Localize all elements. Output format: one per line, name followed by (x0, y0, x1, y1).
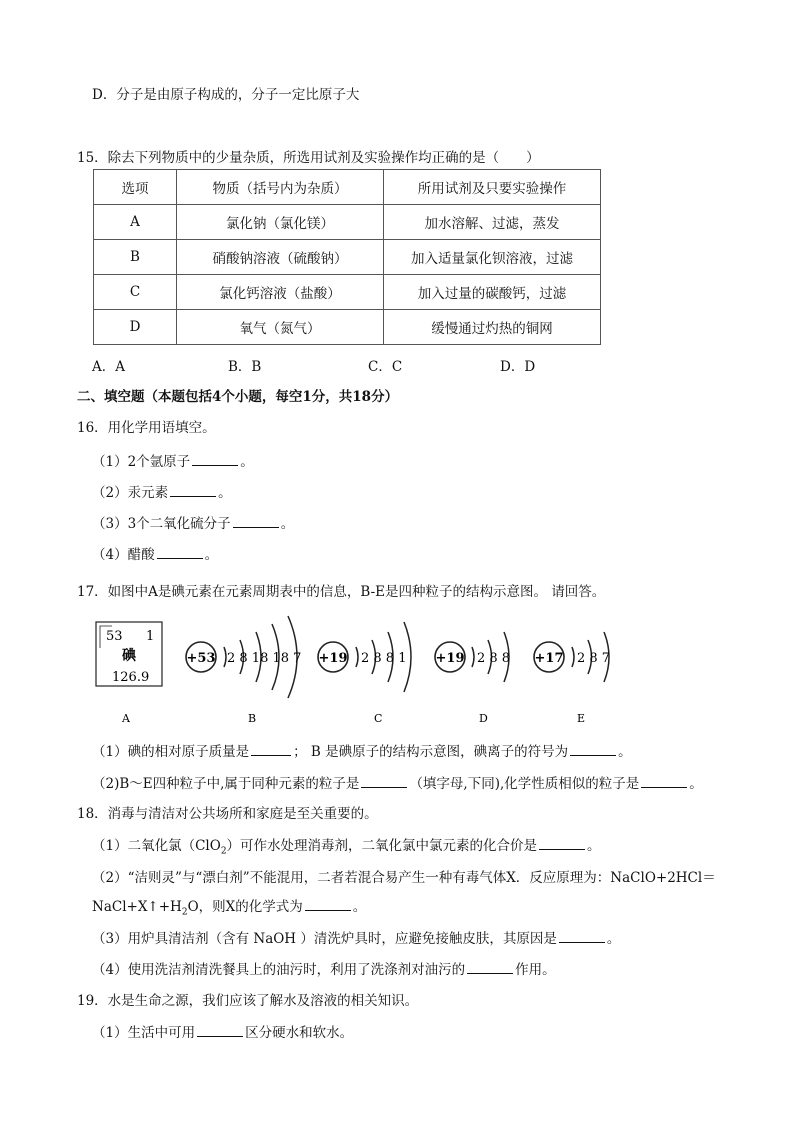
table-cell: D (94, 310, 177, 345)
q18-part2-text-b: O，则X的化学式为 (187, 899, 303, 915)
q17-part1-end: 。 (618, 744, 632, 760)
q18-part2-line2 (92, 895, 366, 918)
q19-part1-end: 区分硬水和软水。 (245, 1025, 354, 1041)
answer-blank[interactable] (467, 961, 513, 974)
q17-part2-text-b: （填字母,下同),化学性质相似的粒子是 (409, 776, 640, 792)
q17-part1-text-b: ； B 是碘原子的结构示意图，碘离子的符号为 (293, 744, 569, 760)
cell-corner-number: 1 (146, 629, 155, 644)
q19-part1-text: （1）生活中可用 (92, 1025, 196, 1041)
answer-blank[interactable] (641, 775, 687, 788)
answer-blank[interactable] (170, 484, 216, 497)
q17-part2-end: 。 (689, 776, 703, 792)
figure-label-d: D (479, 712, 488, 725)
table-cell: 加入过量的碳酸钙，过滤 (384, 275, 601, 310)
q19-part1 (92, 1021, 353, 1041)
q17-stem: 17．如图中A是碘元素在元素周期表中的信息，B-E是四种粒子的结构示意图。 请回答。 (77, 584, 606, 600)
q18-part1 (92, 834, 601, 857)
answer-blank[interactable] (305, 898, 351, 911)
q16-stem: 16．用化学用语填空。 (77, 420, 216, 436)
table-cell: C (94, 275, 177, 310)
q16-item-1 (92, 450, 254, 470)
q16-item-3-text: （3）3个二氧化硫分子 (92, 516, 231, 532)
q18-part1-text-b: ）可作水处理消毒剂，二氧化氯中氯元素的化合价是 (226, 838, 538, 854)
element-name: 碘 (122, 648, 136, 664)
figure-label-a: A (122, 712, 130, 725)
q16-item-4-end: 。 (204, 547, 219, 563)
q18-part4 (92, 958, 556, 978)
q17-part2 (92, 772, 703, 792)
electron-shells: 2 8 18 18 7 (227, 651, 302, 666)
atom-diagram-c (318, 622, 411, 692)
table-header-cell: 所用试剂及只要实验操作 (384, 170, 601, 205)
q16-item-4 (92, 543, 218, 563)
answer-blank[interactable] (570, 743, 616, 756)
q18-part1-text-a: （1）二氧化氯（ClO (92, 838, 221, 854)
q16-item-3-end: 。 (280, 516, 295, 532)
q16-item-2-end: 。 (218, 485, 232, 501)
q18-part4-text: （4）使用洗洁剂清洗餐具上的油污时，利用了洗涤剂对油污的 (92, 962, 466, 978)
q16-item-4-text: （4）醋酸 (92, 547, 155, 563)
table-cell: 硝酸钠溶液（硫酸钠） (177, 240, 384, 275)
atom-diagram-b (186, 616, 301, 698)
nucleus-charge: +19 (318, 651, 348, 666)
table-cell: 氯化钠（氯化镁） (177, 205, 384, 240)
q18-part3-text: （3）用炉具清洁剂（含有 NaOH ）清洗炉具时，应避免接触皮肤，其原因是 (92, 931, 557, 947)
subscript: 2 (220, 846, 227, 857)
q18-part2-line1: （2）“洁则灵”与“漂白剂”不能混用，二者若混合易产生一种有毒气体X．反应原理为：NaClO+2HCl＝ (92, 870, 716, 886)
answer-blank[interactable] (157, 546, 203, 559)
nucleus-charge: +53 (186, 651, 216, 666)
q14-option-d: D．分子是由原子构成的，分子一定比原子大 (92, 87, 360, 103)
q15-stem: 15．除去下列物质中的少量杂质，所选用试剂及实验操作均正确的是（ ） (77, 150, 540, 166)
table-header-cell: 选项 (94, 170, 177, 205)
answer-blank[interactable] (233, 515, 279, 528)
atomic-mass: 126.9 (112, 670, 150, 685)
subscript: 2 (181, 907, 188, 918)
table-cell: A (94, 205, 177, 240)
q15-choice-b: B．B (228, 359, 262, 375)
figure-label-b: B (248, 712, 257, 725)
atom-diagram-d (435, 632, 510, 682)
q18-part1-end: 。 (587, 838, 601, 854)
section2-title: 二、填空题（本题包括4个小题，每空1分，共18分） (77, 389, 399, 405)
answer-blank[interactable] (197, 1024, 243, 1037)
figure-label-c: C (374, 712, 383, 725)
q19-stem: 19．水是生命之源，我们应该了解水及溶液的相关知识。 (77, 993, 419, 1009)
q18-part3-end: 。 (606, 931, 621, 947)
answer-blank[interactable] (251, 743, 291, 756)
table-cell: 缓慢通过灼热的铜网 (384, 310, 601, 345)
q15-choice-c: C．C (368, 359, 403, 375)
answer-blank[interactable] (539, 837, 585, 850)
nucleus-charge: +17 (534, 651, 564, 666)
table-row (94, 240, 601, 275)
electron-shells: 2 8 8 1 (361, 651, 407, 666)
q16-item-3 (92, 512, 294, 532)
table-cell: 氧气（氮气） (177, 310, 384, 345)
q18-part2-end: 。 (352, 899, 367, 915)
q15-choice-a: A．A (92, 359, 125, 375)
table-row (94, 275, 601, 310)
atomic-number: 53 (106, 629, 123, 644)
table-row (94, 310, 601, 345)
q17-part1-text-a: （1）碘的相对原子质量是 (92, 744, 250, 760)
table-cell: 加入适量氯化钡溶液，过滤 (384, 240, 601, 275)
q16-item-1-text: （1）2个氩原子 (92, 454, 191, 470)
q17-figure (0, 610, 794, 730)
q18-part4-end: 作用。 (515, 962, 556, 978)
answer-blank[interactable] (361, 775, 407, 788)
q17-part1 (92, 740, 632, 760)
table-header-cell: 物质（括号内为杂质） (177, 170, 384, 205)
q16-item-2 (92, 481, 232, 501)
table-cell: 加水溶解、过滤，蒸发 (384, 205, 601, 240)
atom-diagram-e (534, 632, 610, 682)
q16-item-1-end: 。 (240, 454, 254, 470)
nucleus-charge: +19 (435, 651, 465, 666)
answer-blank[interactable] (192, 453, 238, 466)
element-cell-a (96, 622, 162, 686)
q18-part3 (92, 927, 620, 947)
electron-shells: 2 8 7 (577, 651, 611, 666)
table-cell: 氯化钙溶液（盐酸） (177, 275, 384, 310)
q18-part2-text-a: NaCl+X↑+H (92, 899, 182, 915)
q16-item-2-text: （2）汞元素 (92, 485, 169, 501)
figure-label-e: E (577, 712, 586, 725)
table-cell: B (94, 240, 177, 275)
table-row (94, 205, 601, 240)
electron-shells: 2 8 8 (477, 651, 511, 666)
q18-stem: 18．消毒与清洁对公共场所和家庭是至关重要的。 (77, 806, 378, 822)
q15-table (93, 169, 601, 345)
answer-blank[interactable] (559, 930, 605, 943)
table-header-row (94, 170, 601, 205)
q17-part2-text-a: （2)B～E四种粒子中,属于同种元素的粒子是 (92, 776, 360, 792)
q15-choice-d: D．D (500, 359, 536, 375)
